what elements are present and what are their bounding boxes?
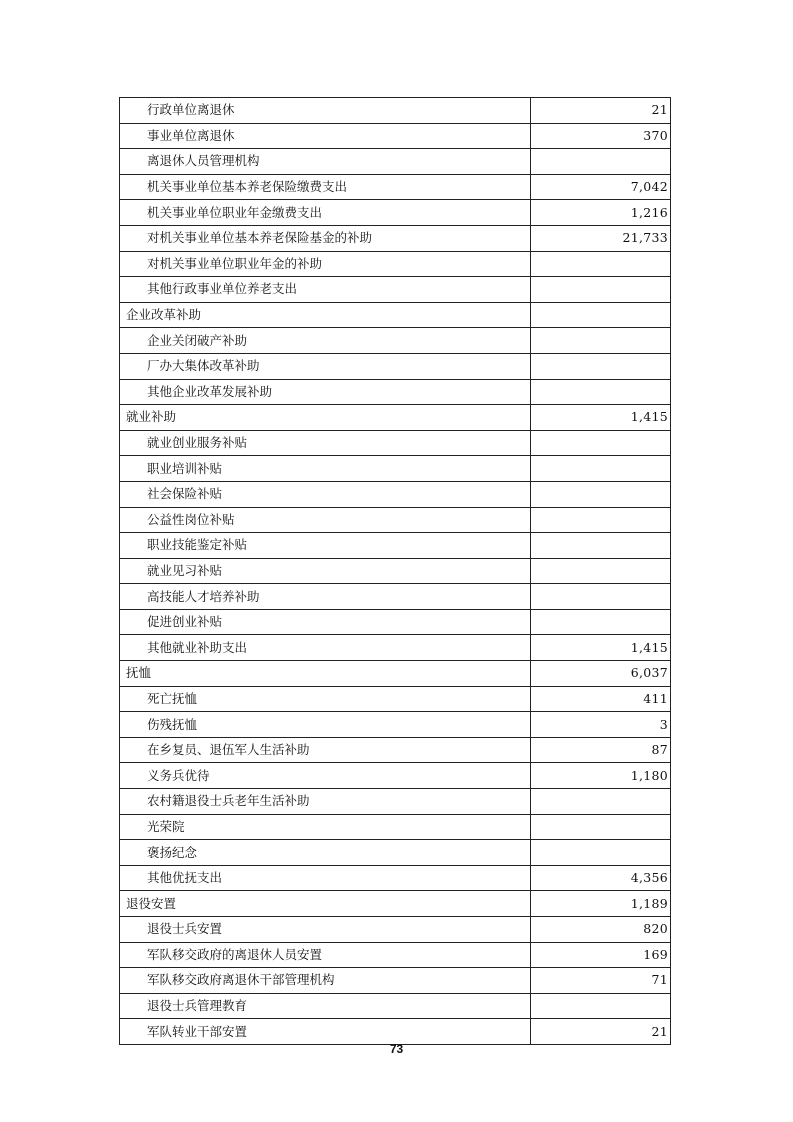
row-value: 1,415 — [531, 405, 671, 431]
table-row — [120, 942, 671, 968]
table-row — [120, 558, 671, 584]
table-row — [120, 993, 671, 1019]
row-value: 21 — [531, 98, 671, 124]
row-label: 军队移交政府的离退休人员安置 — [120, 942, 531, 968]
row-label: 就业补助 — [120, 405, 531, 431]
table-row — [120, 149, 671, 175]
row-label: 义务兵优待 — [120, 763, 531, 789]
page-number: 73 — [389, 1042, 404, 1056]
row-value: 21,733 — [531, 225, 671, 251]
row-value — [531, 558, 671, 584]
row-label: 褒扬纪念 — [120, 840, 531, 866]
table-row — [120, 763, 671, 789]
table-body — [120, 98, 671, 1045]
row-value — [531, 584, 671, 610]
table-row — [120, 712, 671, 738]
table-row — [120, 277, 671, 303]
table-row — [120, 968, 671, 994]
row-label: 社会保险补贴 — [120, 481, 531, 507]
table-row — [120, 379, 671, 405]
row-value: 169 — [531, 942, 671, 968]
row-value — [531, 993, 671, 1019]
table-row — [120, 609, 671, 635]
table-row — [120, 174, 671, 200]
table-row — [120, 98, 671, 124]
row-value: 370 — [531, 123, 671, 149]
table-row — [120, 405, 671, 431]
table-row — [120, 635, 671, 661]
row-value — [531, 379, 671, 405]
row-value — [531, 149, 671, 175]
row-value: 21 — [531, 1019, 671, 1045]
table-row — [120, 917, 671, 943]
row-value — [531, 277, 671, 303]
table-row — [120, 584, 671, 610]
table-row — [120, 302, 671, 328]
row-value — [531, 328, 671, 354]
row-label: 厂办大集体改革补助 — [120, 353, 531, 379]
row-value — [531, 430, 671, 456]
row-value: 87 — [531, 737, 671, 763]
table-row — [120, 353, 671, 379]
row-label: 离退休人员管理机构 — [120, 149, 531, 175]
row-value: 1,216 — [531, 200, 671, 226]
row-value — [531, 533, 671, 559]
row-label: 公益性岗位补贴 — [120, 507, 531, 533]
row-value: 1,189 — [531, 891, 671, 917]
row-value: 1,415 — [531, 635, 671, 661]
row-value: 6,037 — [531, 661, 671, 687]
row-value: 1,180 — [531, 763, 671, 789]
row-label: 退役士兵管理教育 — [120, 993, 531, 1019]
row-label: 死亡抚恤 — [120, 686, 531, 712]
row-label: 伤残抚恤 — [120, 712, 531, 738]
row-label: 其他就业补助支出 — [120, 635, 531, 661]
table-row — [120, 533, 671, 559]
row-label: 在乡复员、退伍军人生活补助 — [120, 737, 531, 763]
table-row — [120, 200, 671, 226]
row-label: 就业创业服务补贴 — [120, 430, 531, 456]
row-value — [531, 789, 671, 815]
table-row — [120, 661, 671, 687]
row-label: 其他优抚支出 — [120, 865, 531, 891]
row-value: 3 — [531, 712, 671, 738]
row-label: 事业单位离退休 — [120, 123, 531, 149]
row-value — [531, 302, 671, 328]
row-label: 行政单位离退休 — [120, 98, 531, 124]
table-row — [120, 328, 671, 354]
row-value — [531, 481, 671, 507]
row-value: 820 — [531, 917, 671, 943]
row-label: 光荣院 — [120, 814, 531, 840]
row-label: 职业培训补贴 — [120, 456, 531, 482]
table-row — [120, 123, 671, 149]
row-label: 其他行政事业单位养老支出 — [120, 277, 531, 303]
table-row — [120, 814, 671, 840]
table-row — [120, 686, 671, 712]
table-row — [120, 456, 671, 482]
row-label: 退役安置 — [120, 891, 531, 917]
row-value — [531, 840, 671, 866]
table-row — [120, 737, 671, 763]
row-label: 企业关闭破产补助 — [120, 328, 531, 354]
row-label: 对机关事业单位职业年金的补助 — [120, 251, 531, 277]
row-value — [531, 353, 671, 379]
row-label: 机关事业单位职业年金缴费支出 — [120, 200, 531, 226]
table-row — [120, 430, 671, 456]
row-value — [531, 609, 671, 635]
table-row — [120, 891, 671, 917]
row-label: 企业改革补助 — [120, 302, 531, 328]
table-row — [120, 251, 671, 277]
row-label: 退役士兵安置 — [120, 917, 531, 943]
row-value — [531, 251, 671, 277]
row-value: 7,042 — [531, 174, 671, 200]
row-label: 抚恤 — [120, 661, 531, 687]
row-label: 对机关事业单位基本养老保险基金的补助 — [120, 225, 531, 251]
row-value — [531, 814, 671, 840]
row-label: 高技能人才培养补助 — [120, 584, 531, 610]
row-value — [531, 507, 671, 533]
table-row — [120, 789, 671, 815]
row-label: 军队转业干部安置 — [120, 1019, 531, 1045]
row-label: 就业见习补贴 — [120, 558, 531, 584]
row-value — [531, 456, 671, 482]
table-row — [120, 225, 671, 251]
row-label: 其他企业改革发展补助 — [120, 379, 531, 405]
table-row — [120, 481, 671, 507]
table-row — [120, 1019, 671, 1045]
row-label: 职业技能鉴定补贴 — [120, 533, 531, 559]
row-label: 军队移交政府离退休干部管理机构 — [120, 968, 531, 994]
row-value: 411 — [531, 686, 671, 712]
table-row — [120, 840, 671, 866]
row-label: 机关事业单位基本养老保险缴费支出 — [120, 174, 531, 200]
expenditure-table — [119, 97, 671, 1045]
row-label: 促进创业补贴 — [120, 609, 531, 635]
row-value: 71 — [531, 968, 671, 994]
row-label: 农村籍退役士兵老年生活补助 — [120, 789, 531, 815]
table-row — [120, 865, 671, 891]
row-value: 4,356 — [531, 865, 671, 891]
table-row — [120, 507, 671, 533]
